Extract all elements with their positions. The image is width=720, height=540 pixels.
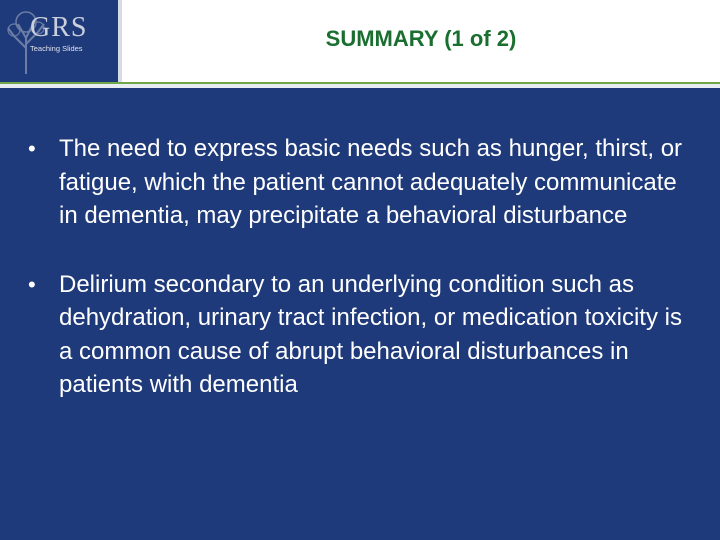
slide-header bbox=[0, 0, 720, 82]
bullet-text: Delirium secondary to an underlying condition such as dehydration, urinary tract infection, or medication toxicity is a common cause of abrupt behavioral disturbances in patients with dementia bbox=[59, 270, 682, 398]
bullet-list bbox=[28, 132, 698, 437]
bullet-marker: • bbox=[28, 271, 36, 297]
logo-subtitle: Teaching Slides bbox=[30, 44, 83, 53]
logo bbox=[0, 0, 118, 82]
bullet-item bbox=[28, 268, 698, 402]
bullet-text: The need to express basic needs such as hunger, thirst, or fatigue, which the patient cannot adequately communicate in dementia, may precipitate a behavioral disturbance bbox=[59, 135, 683, 229]
bullet-item bbox=[28, 132, 698, 233]
logo-brand: GRS bbox=[30, 12, 88, 43]
header-rule bbox=[0, 84, 720, 88]
bullet-marker: • bbox=[28, 136, 36, 161]
slide-title: SUMMARY (1 of 2) bbox=[325, 26, 517, 51]
